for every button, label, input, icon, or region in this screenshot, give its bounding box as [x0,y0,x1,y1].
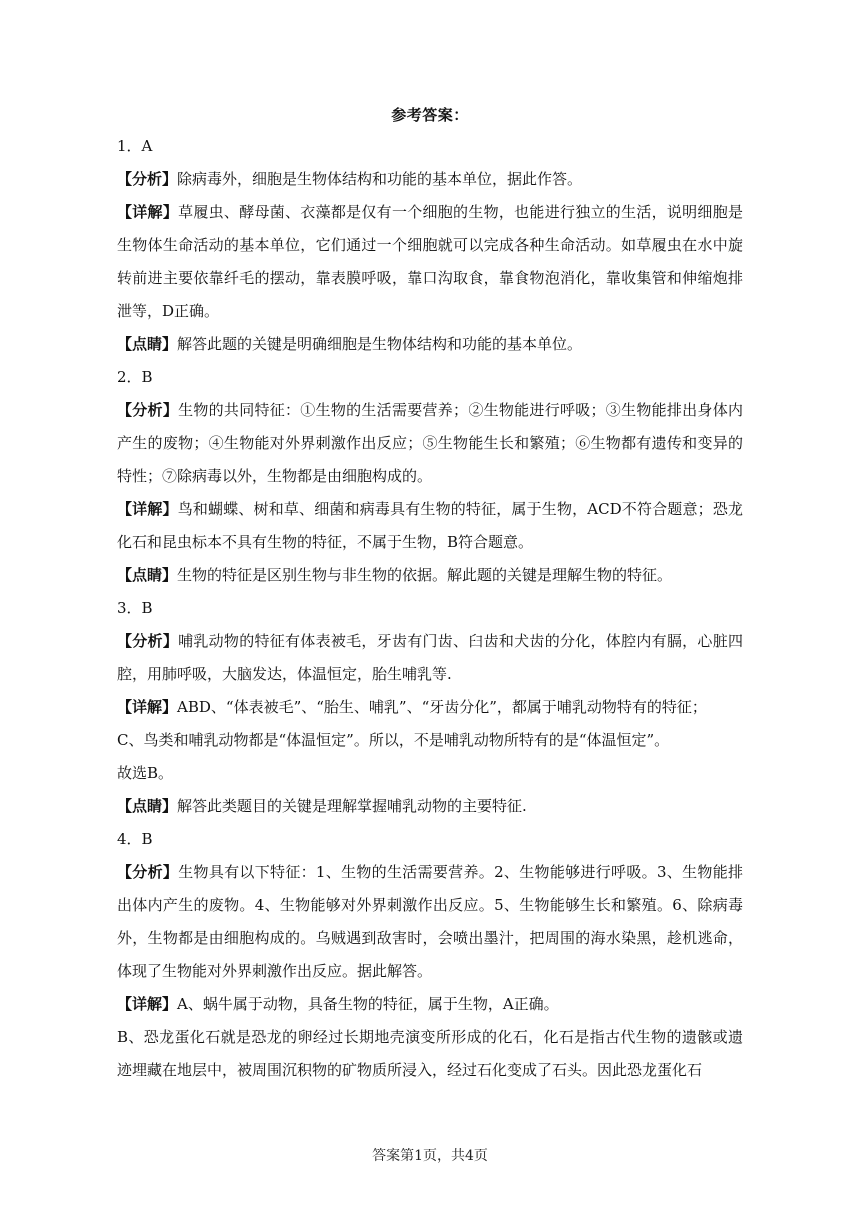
section-tag: 【分析】 [117,863,179,881]
answer-item [117,592,743,823]
section-tag: 【分析】 [117,401,179,419]
section-tag: 【详解】 [117,500,178,518]
paragraph-text: 解答此题的关键是明确细胞是生物体结构和功能的基本单位。 [177,335,583,353]
explanation-continued [117,1021,743,1087]
analysis-paragraph [117,856,743,988]
section-tag: 【详解】 [117,698,178,716]
explanation-paragraph [117,691,743,724]
comment-paragraph [117,328,743,361]
page-footer: 答案第1页，共4页 [372,1148,488,1164]
answer-head: 4．B [117,830,153,848]
paragraph-text: B、恐龙蛋化石就是恐龙的卵经过长期地壳演变所形成的化石，化石是指古代生物的遗骸或遗迹埋藏在地层中，被周围沉积物的矿物质所浸入，经过石化变成了石头。因此恐龙蛋化石 [117,1028,743,1079]
explanation-paragraph [117,196,743,328]
section-tag: 【点睛】 [117,566,178,584]
section-tag: 【分析】 [117,170,178,188]
paragraph-text: ABD、“体表被毛”、“胎生、哺乳”、“牙齿分化”，都属于哺乳动物特有的特征； [177,698,707,716]
answer-item [117,823,743,1087]
section-tag: 【点睛】 [117,797,178,815]
paragraph-text: 草履虫、酵母菌、衣藻都是仅有一个细胞的生物，也能进行独立的生活，说明细胞是生物体生命活动的基本单位，它们通过一个细胞就可以完成各种生命活动。如草履虫在水中旋转前进主要依靠纤毛的摆动，靠表膜呼吸，靠口沟取食，靠食物泡消化，靠收集管和伸缩炮排泄等，D正确。 [117,203,743,320]
choice-statement [117,757,743,790]
comment-paragraph [117,790,743,823]
answer-item [117,361,743,592]
section-tag: 【分析】 [117,632,179,650]
paragraph-text: A、蜗牛属于动物，具备生物的特征，属于生物，A正确。 [177,995,559,1013]
explanation-paragraph [117,988,743,1021]
answer-head: 2．B [117,368,153,386]
analysis-paragraph [117,625,743,691]
answer-list [117,130,743,1087]
section-tag: 【点睛】 [117,335,178,353]
paragraph-text: 哺乳动物的特征有体表被毛，牙齿有门齿、臼齿和犬齿的分化，体腔内有膈，心脏四腔，用肺呼吸，大脑发达，体温恒定，胎生哺乳等. [117,632,743,683]
analysis-paragraph [117,163,743,196]
explanation-paragraph [117,493,743,559]
explanation-continued [117,724,743,757]
paragraph-text: 除病毒外，细胞是生物体结构和功能的基本单位，据此作答。 [177,170,583,188]
paragraph-text: 生物的特征是区别生物与非生物的依据。解此题的关键是理解生物的特征。 [177,566,673,584]
answer-head: 1．A [117,137,153,155]
paragraph-text: 解答此类题目的关键是理解掌握哺乳动物的主要特征. [177,797,527,815]
answer-head: 3．B [117,599,153,617]
analysis-paragraph [117,394,743,493]
section-tag: 【详解】 [117,203,179,221]
answer-item [117,130,743,361]
paragraph-text: 生物具有以下特征：1、生物的生活需要营养。2、生物能够进行呼吸。3、生物能排出体内产生的废物。4、生物能够对外界刺激作出反应。5、生物能够生长和繁殖。6、除病毒外，生物都是由细胞构成的。乌贼遇到敌害时，会喷出墨汁，把周围的海水染黑，趁机逃命，体现了生物能对外界刺激作出反应。据此解答。 [117,863,743,980]
paragraph-text: C、鸟类和哺乳动物都是“体温恒定”。所以，不是哺乳动物所特有的是“体温恒定”。 [117,731,670,749]
paragraph-text: 鸟和蝴蝶、树和草、细菌和病毒具有生物的特征，属于生物，ACD不符合题意；恐龙化石和昆虫标本不具有生物的特征，不属于生物，B符合题意。 [117,500,743,551]
paragraph-text: 故选B。 [117,764,174,782]
comment-paragraph [117,559,743,592]
section-tag: 【详解】 [117,995,178,1013]
paragraph-text: 生物的共同特征：①生物的生活需要营养；②生物能进行呼吸；③生物能排出身体内产生的废物；④生物能对外界刺激作出反应；⑤生物能生长和繁殖；⑥生物都有遗传和变异的特性；⑦除病毒以外，生物都是由细胞构成的。 [117,401,743,485]
page-title: 参考答案： [391,106,469,124]
